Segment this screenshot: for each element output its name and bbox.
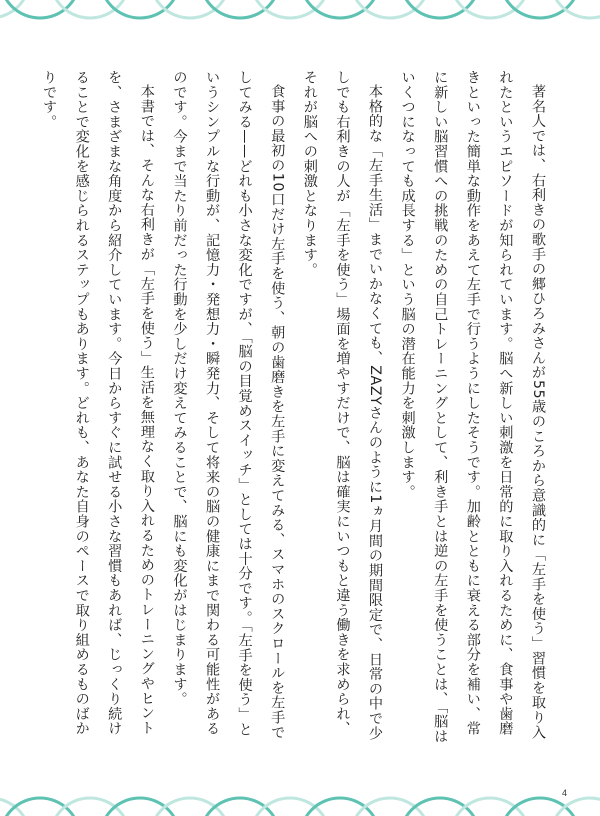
paragraph-2: 本格的な「左手生活」までいかなくても、ZAZYさんのように1ヵ月間の期間限定で、日常の中で少しでも右利きの人が「左手を使う」場面を増やすだけで、脳は確実にいつもと違う働きを求められ、それが脳への刺激となります。 bbox=[301, 70, 384, 741]
paragraph-4: 本書では、そんな右利きが「左手を使う」生活を無理なく取り入れるためのトレーニングやヒントを、さまざまな角度から紹介しています。今日からすぐに試せる小さな習慣もあれば、じっくり続けることで変化を感じられるステップもあります。どれも、あなた自身のペースで取り組めるものばかりです。 bbox=[41, 70, 155, 736]
body-text bbox=[33, 70, 555, 750]
page-number: 4 bbox=[562, 788, 568, 798]
bottom-ring-border bbox=[0, 776, 600, 816]
top-ring-border bbox=[0, 0, 600, 40]
paragraph-3: 食事の最初の10口だけ左手を使う、朝の歯磨きを左手に変えてみる、スマホのスクロールを左手でしてみる——どれも小さな変化ですが、「脳の目覚めスイッチ」としては十分です。「左手を使う」というシンプルな行動が、記憶力・発想力・瞬発力、そして将来の脳の健康にまで関わる可能性があるのです。今まで当たり前だった行動を少しだけ変えてみることで、脳にも変化がはじまります。 bbox=[171, 70, 286, 740]
paragraph-1: 著名人では、右利きの歌手の郷ひろみさんが55歳のころから意識的に「左手を使う」習慣を取り入れたというエピソードが知られています。脳へ新しい刺激を日常的に取り入れるために、食事や歯磨きといった簡単な動作をあえて左手で行うようにしたそうです。加齢とともに衰える部分を補い、常に新しい脳習慣への挑戦のための自己トレーニングとして、利き手とは逆の左手を使うことは、「脳はいくつになっても成長する」という脳の潜在能力を刺激します。 bbox=[399, 70, 546, 744]
